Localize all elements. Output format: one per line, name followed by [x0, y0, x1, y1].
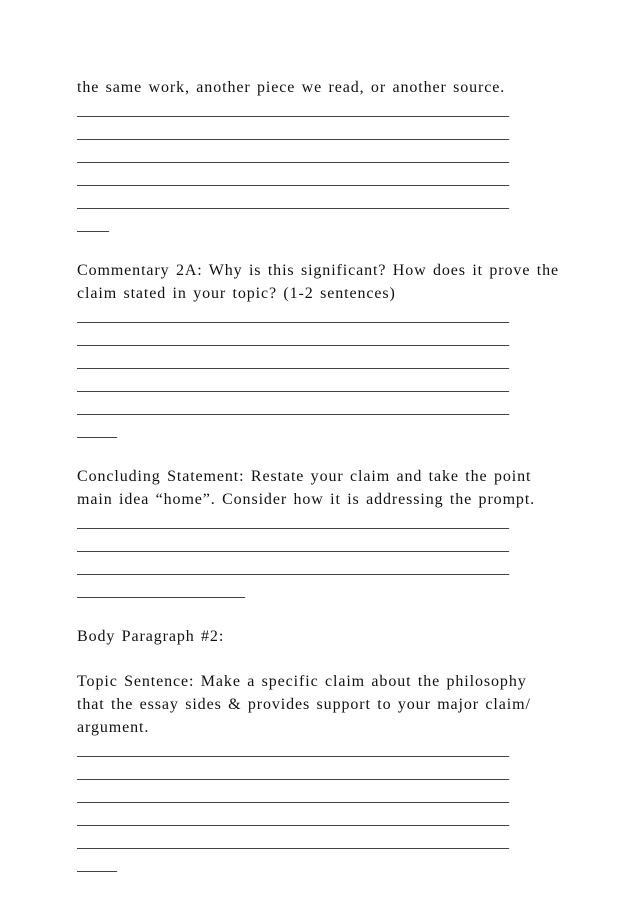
answer-line-short[interactable]: _____ [77, 857, 117, 874]
commentary-2a-prompt: Commentary 2A: Why is this significant? How does it prove the [77, 262, 559, 279]
concluding-statement-prompt: Concluding Statement: Restate your claim and take the point [77, 468, 532, 485]
answer-line[interactable]: ______________________________________________________ [77, 788, 509, 805]
answer-line[interactable]: ______________________________________________________ [77, 331, 509, 348]
evidence-prompt-text: the same work, another piece we read, or another source. [77, 79, 506, 96]
topic-sentence-section [77, 670, 562, 877]
concluding-statement-section [77, 465, 562, 603]
document-content [77, 76, 562, 899]
topic-sentence-prompt-end: argument. [77, 719, 150, 736]
commentary-2a-section [77, 259, 562, 443]
body-paragraph-2-heading: Body Paragraph #2: [77, 628, 225, 645]
answer-line-short[interactable]: _____ [77, 423, 117, 440]
answer-line[interactable]: ______________________________________________________ [77, 537, 509, 554]
answer-line[interactable]: ______________________________________________________ [77, 400, 509, 417]
answer-line[interactable]: ______________________________________________________ [77, 834, 509, 851]
answer-line[interactable]: ______________________________________________________ [77, 194, 509, 211]
answer-line-short[interactable]: ____ [77, 217, 109, 234]
commentary-2a-prompt-continued: claim stated in your topic? (1-2 sentences) [77, 285, 396, 302]
answer-line[interactable]: ______________________________________________________ [77, 765, 509, 782]
answer-line[interactable]: ______________________________________________________ [77, 148, 509, 165]
answer-line[interactable]: ______________________________________________________ [77, 514, 509, 531]
answer-line[interactable]: ______________________________________________________ [77, 102, 509, 119]
concluding-statement-prompt-continued: main idea “home”. Consider how it is addressing the prompt. [77, 491, 536, 508]
topic-sentence-prompt-continued: that the essay sides & provides support to your major claim/ [77, 696, 531, 713]
evidence-continuation-section [77, 76, 562, 237]
answer-line[interactable]: ______________________________________________________ [77, 125, 509, 142]
answer-line-short[interactable]: _____________________ [77, 583, 245, 600]
answer-line[interactable]: ______________________________________________________ [77, 171, 509, 188]
answer-line[interactable]: ______________________________________________________ [77, 354, 509, 371]
answer-line[interactable]: ______________________________________________________ [77, 560, 509, 577]
answer-line[interactable]: ______________________________________________________ [77, 308, 509, 325]
answer-line[interactable]: ______________________________________________________ [77, 377, 509, 394]
answer-line[interactable]: ______________________________________________________ [77, 811, 509, 828]
topic-sentence-prompt: Topic Sentence: Make a specific claim about the philosophy [77, 673, 527, 690]
body-paragraph-2-heading-section [77, 625, 562, 648]
answer-line[interactable]: ______________________________________________________ [77, 742, 509, 759]
